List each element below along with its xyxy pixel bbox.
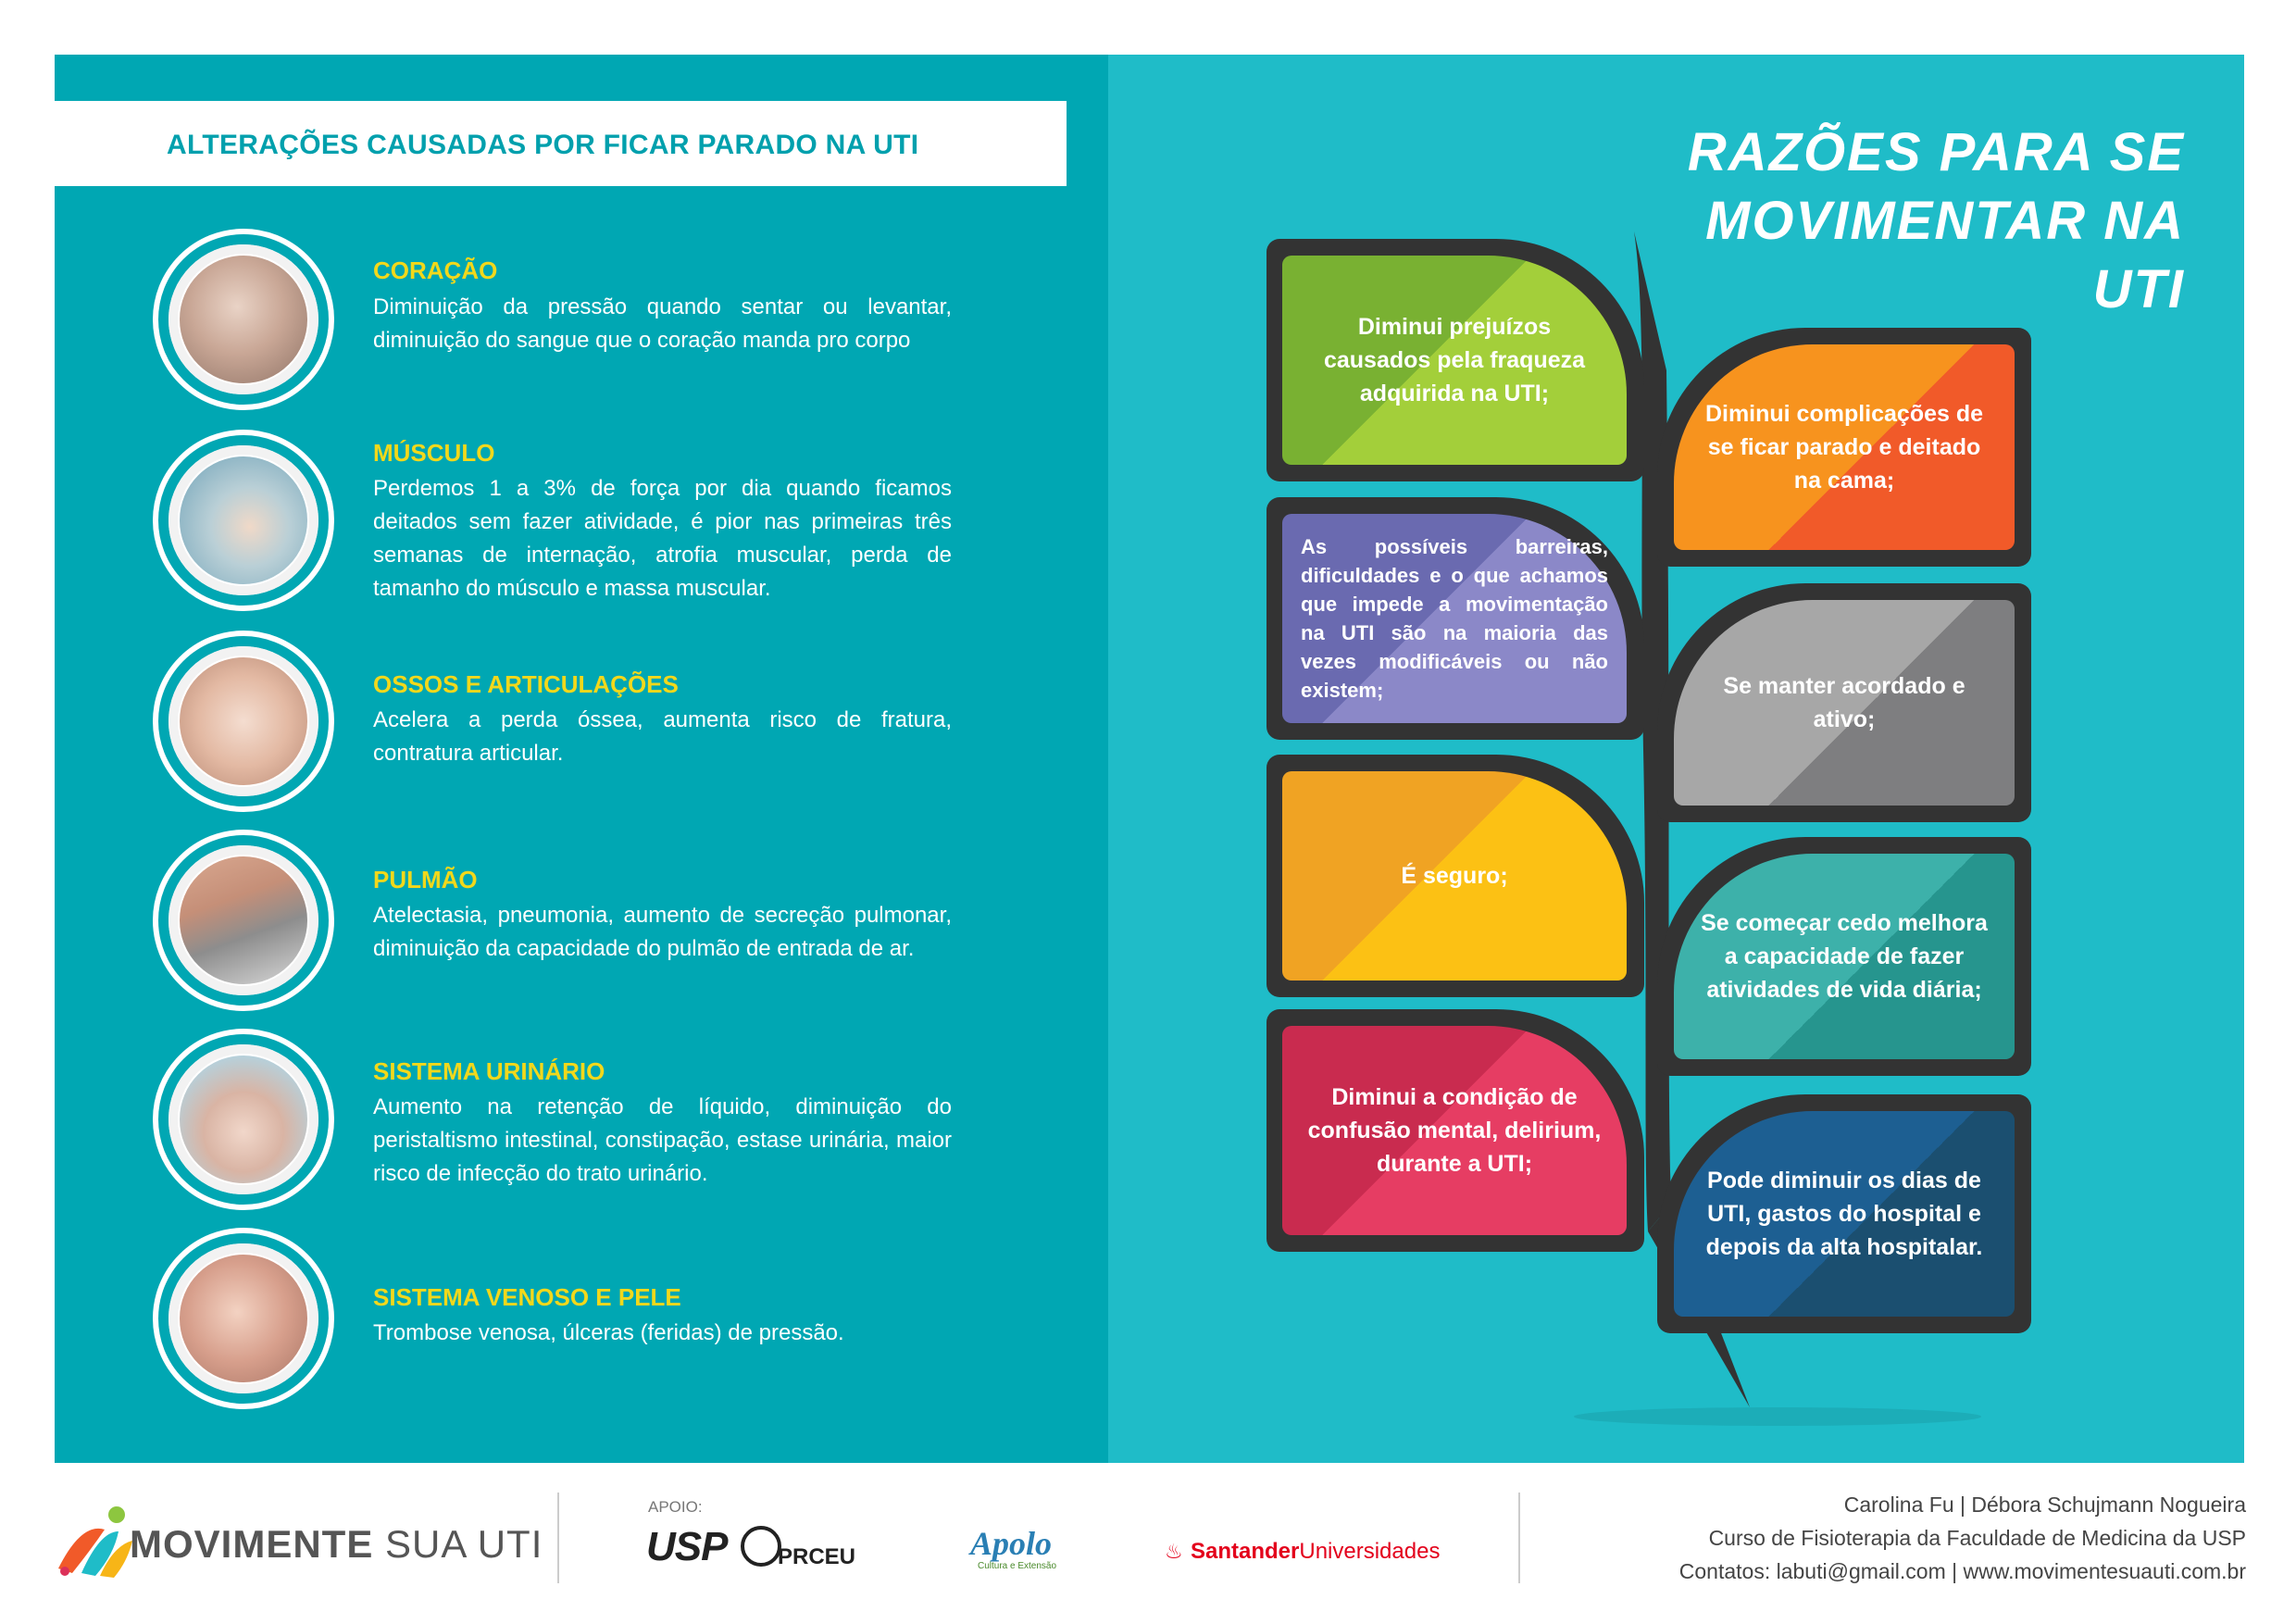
abdomen-photo-icon: [153, 1029, 334, 1210]
item-title-musculo: MÚSCULO: [373, 439, 495, 467]
brand-name: [130, 1522, 543, 1567]
left-title: ALTERAÇÕES CAUSADAS POR FICAR PARADO NA UTI: [167, 130, 919, 160]
knee-photo-icon: [153, 631, 334, 812]
item-title-venoso: SISTEMA VENOSO E PELE: [373, 1283, 681, 1311]
footer-divider-2: [1518, 1493, 1520, 1583]
bubble-left-3: É seguro;: [1282, 771, 1627, 981]
item-desc-pulmao: Atelectasia, pneumonia, aumento de secreção pulmonar, diminuição da capacidade do pulmão de entrada de ar.: [373, 903, 952, 961]
footer-course: Curso de Fisioterapia da Faculdade de Medicina da USP: [1708, 1526, 2246, 1550]
footer-authors: Carolina Fu | Débora Schujmann Nogueira: [1843, 1493, 2246, 1517]
santander-logo: [1191, 1539, 1440, 1565]
bubble-right-1: Diminui complicações de se ficar parado e deitado na cama;: [1674, 344, 2015, 550]
bubble-right-2: Se manter acordado e ativo;: [1674, 600, 2015, 806]
footer-divider-1: [557, 1493, 559, 1583]
item-desc-ossos: Acelera a perda óssea, aumenta risco de fratura, contratura articular.: [373, 707, 952, 766]
item-desc-musculo: Perdemos 1 a 3% de força por dia quando ficamos deitados sem fazer atividade, é pior nas primeiras três semanas de internação, atrofia muscular, perda de tamanho do músculo e massa muscular.: [373, 476, 952, 601]
item-title-ossos: OSSOS E ARTICULAÇÕES: [373, 670, 679, 698]
right-title-line2: MOVIMENTAR NA UTI: [1705, 191, 2185, 319]
right-title-line1: RAZÕES PARA SE: [1687, 122, 2185, 182]
muscle-photo-icon: [153, 430, 334, 611]
item-title-pulmao: PULMÃO: [373, 866, 478, 893]
item-desc-urinario: Aumento na retenção de líquido, diminuição do peristaltismo intestinal, constipação, estase urinária, maior risco de infecção do trato urinário.: [373, 1094, 952, 1186]
lung-photo-icon: [153, 830, 334, 1011]
brand-bold: MOVIMENTE: [130, 1522, 374, 1566]
santander-flame-icon: ♨: [1165, 1540, 1183, 1563]
prceu-logo-icon: [741, 1526, 781, 1567]
footer-contacts[interactable]: Contatos: labuti@gmail.com | www.movimentesuauti.com.br: [1678, 1559, 2246, 1583]
bubble-right-3: Se começar cedo melhora a capacidade de fazer atividades de vida diária;: [1674, 854, 2015, 1059]
brand-light: SUA UTI: [373, 1522, 543, 1566]
apolo-logo: Apolo: [970, 1525, 1053, 1562]
bubble-left-2: As possíveis barreiras, dificuldades e o que achamos que impede a movimentação na UTI são na maioria das vezes modificáveis ou não existem;: [1282, 514, 1627, 723]
bubble-left-4: Diminui a condição de confusão mental, delirium, durante a UTI;: [1282, 1026, 1627, 1235]
bubble-left-1: Diminui prejuízos causados pela fraqueza adquirida na UTI;: [1282, 256, 1627, 465]
bubble-right-4: Pode diminuir os dias de UTI, gastos do hospital e depois da alta hospitalar.: [1674, 1111, 2015, 1317]
santander-sub: Universidades: [1299, 1539, 1441, 1564]
santander-name: Santander: [1191, 1539, 1300, 1564]
brand-logo-icon: [54, 1504, 137, 1578]
apoio-label: APOIO:: [648, 1498, 703, 1516]
apolo-sub: Cultura e Extensão: [978, 1561, 1057, 1571]
prceu-logo-text: PRCEU: [778, 1544, 856, 1569]
heart-photo-icon: [153, 229, 334, 410]
item-desc-venoso: Trombose venosa, úlceras (feridas) de pressão.: [373, 1320, 844, 1345]
item-title-urinario: SISTEMA URINÁRIO: [373, 1057, 605, 1085]
usp-logo: USP: [646, 1524, 728, 1569]
item-desc-coracao: Diminuição da pressão quando sentar ou levantar, diminuição do sangue que o coração manda pro corpo: [373, 294, 952, 353]
skin-photo-icon: [153, 1228, 334, 1409]
item-title-coracao: CORAÇÃO: [373, 256, 498, 284]
